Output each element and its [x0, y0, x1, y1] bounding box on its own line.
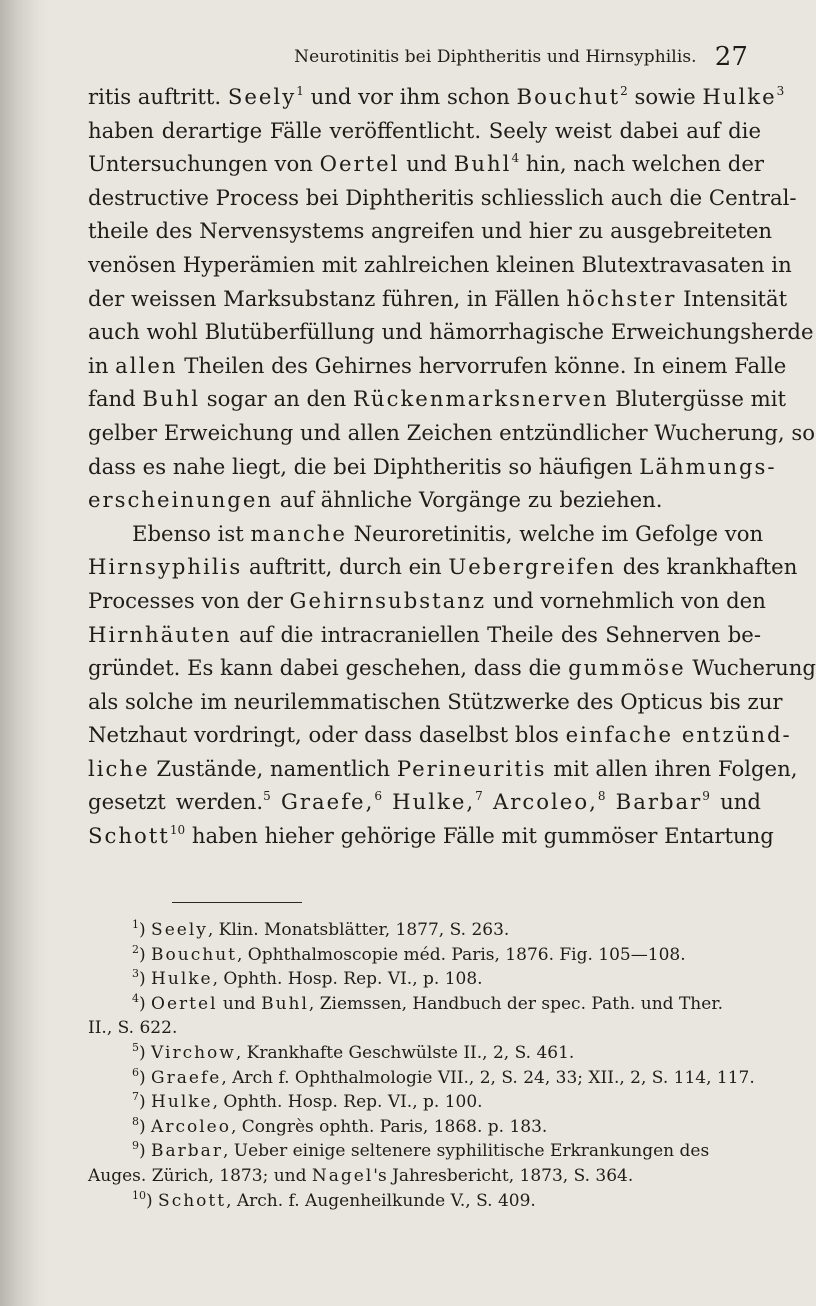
footnote: $^{10}$) Schott, Arch. f. Augenheilkunde V., S. 409. — [132, 1188, 536, 1211]
emphasis: erscheinungen — [88, 487, 274, 513]
footnote: $^7$) Hulke, Ophth. Hosp. Rep. VI., p. 100. — [132, 1090, 483, 1113]
text-line: auch wohl Blutüberfüllung und hämorrhagische Erweichungsherde — [88, 319, 814, 345]
page-number: 27 — [714, 42, 748, 72]
author-name: Buhl — [142, 386, 201, 412]
emphasis: Rückenmarksnerven — [352, 386, 609, 412]
text-line: theile des Nervensystems angreifen und hier zu ausgebreiteten — [88, 218, 773, 244]
text-line: dass es nahe liegt, die bei Diphtheritis so häufigen Lähmungs- — [88, 453, 777, 479]
footnote: $^3$) Hulke, Ophth. Hosp. Rep. VI., p. 108. — [132, 967, 483, 990]
author-name: Bouchut — [516, 84, 621, 109]
footnote: $^2$) Bouchut, Ophthalmoscopie méd. Paris, 1876. Fig. 105—108. — [132, 942, 686, 965]
text-line: gründet. Es kann dabei geschehen, dass die gummöse Wucherung — [88, 655, 816, 681]
running-header — [48, 42, 748, 72]
footnote: $^8$) Arcoleo, Congrès ophth. Paris, 1868. p. 183. — [132, 1114, 548, 1137]
footnote-ref: 10 — [169, 823, 186, 838]
text-line: Hirnsyphilis auftritt, durch ein Uebergreifen des krankhaften — [88, 554, 798, 580]
emphasis: einfache entzünd- — [565, 722, 792, 748]
footnote-author: Bouchut — [151, 944, 237, 965]
footnote-ref: 3 — [776, 84, 785, 98]
running-title: Neurotinitis bei Diphtheritis und Hirnsyphilis. — [294, 47, 697, 67]
book-page — [48, 0, 816, 1306]
text-line: in allen Theilen des Gehirnes hervorrufen könne. In einem Falle — [88, 352, 787, 378]
footnote-ref: 8 — [597, 789, 606, 804]
text-line: ritis auftritt. Seely$^1$ und vor ihm schon Bouchut$^2$ sowie Hulke$^3$ — [88, 84, 785, 109]
footnote-divider — [172, 902, 302, 903]
text-line: gesetzt werden.$^5$ Graefe,$^6$ Hulke,$^7$ Arcoleo,$^8$ Barbar$^9$ und — [88, 789, 761, 815]
footnote: $^5$) Virchow, Krankhafte Geschwülste II., 2, S. 461. — [132, 1040, 575, 1063]
footnote-ref: 6 — [374, 789, 382, 804]
footnote-author: Graefe — [151, 1067, 222, 1088]
footnote-ref: 7 — [475, 789, 483, 804]
footnote-author: Barbar — [151, 1141, 223, 1162]
emphasis: liche — [88, 755, 150, 781]
author-name: Graefe, — [280, 789, 375, 815]
text-line: gelber Erweichung und allen Zeichen entzündlicher Wucherung, so — [88, 419, 816, 445]
footnote-author: Seely — [151, 920, 208, 940]
emphasis: gummöse — [568, 655, 686, 681]
text-line: Processes von der Gehirnsubstanz und vornehmlich von den — [88, 587, 766, 613]
footnote-author: Buhl — [261, 993, 309, 1014]
emphasis: Gehirnsubstanz — [289, 587, 487, 613]
footnote-ref: 4 — [511, 151, 520, 166]
emphasis: Lähmungs- — [639, 453, 777, 479]
text-line: fand Buhl sogar an den Rückenmarksnerven Blutergüsse mit — [88, 386, 787, 412]
text-line: venösen Hyperämien mit zahlreichen kleinen Blutextravasaten in — [88, 251, 792, 277]
footnote-author: Virchow — [151, 1042, 236, 1063]
author-name: Hulke — [702, 84, 777, 109]
text-line: destructive Process bei Diphtheritis schliesslich auch die Central- — [88, 184, 797, 210]
footnote: $^6$) Graefe, Arch f. Ophthalmologie VII., 2, S. 24, 33; XII., 2, S. 114, 117. — [132, 1065, 755, 1088]
author-name: Oertel — [319, 151, 400, 177]
text-line: der weissen Marksubstanz führen, in Fällen höchster Intensität — [88, 285, 788, 311]
text-line: Netzhaut vordringt, oder dass daselbst blos einfache entzünd- — [88, 722, 792, 748]
footnote-author: Oertel — [151, 993, 218, 1014]
footnote-author: Nagel — [311, 1165, 374, 1186]
footnotes — [88, 918, 761, 1213]
text-line: Ebenso ist manche Neuroretinitis, welche im Gefolge von — [132, 520, 764, 546]
footnote-continuation: II., S. 622. — [88, 1018, 178, 1039]
footnote-author: Arcoleo — [151, 1116, 231, 1137]
text-line: liche Zustände, namentlich Perineuritis mit allen ihren Folgen, — [88, 755, 798, 781]
footnote-ref: 5 — [263, 789, 271, 804]
binding-gutter — [0, 0, 48, 1306]
author-name: Arcoleo, — [492, 789, 598, 815]
text-line: als solche im neurilemmatischen Stützwerke des Opticus bis zur — [88, 688, 783, 714]
emphasis: Perineuritis — [396, 755, 547, 781]
footnote-author: Hulke — [151, 1092, 213, 1113]
author-name: Barbar — [615, 789, 703, 815]
emphasis: höchster — [566, 285, 677, 311]
author-name: Hulke, — [392, 789, 476, 815]
emphasis: Hirnsyphilis — [88, 554, 243, 580]
text-line: Untersuchungen von Oertel und Buhl$^4$ hin, nach welchen der — [88, 151, 764, 177]
text-line: Hirnhäuten auf die intracraniellen Theile des Sehnerven be- — [88, 621, 761, 647]
body-text — [88, 80, 816, 853]
author-name: Seely — [227, 84, 297, 109]
footnote: $^9$) Barbar, Ueber einige seltenere syphilitische Erkrankungen des — [132, 1139, 710, 1162]
footnote-author: Schott — [158, 1190, 227, 1211]
footnote-ref: 9 — [702, 789, 710, 804]
emphasis: manche — [250, 520, 347, 546]
text-line: erscheinungen auf ähnliche Vorgänge zu beziehen. — [88, 487, 663, 513]
text-line: Schott$^{10}$ haben hieher gehörige Fälle mit gummöser Entartung — [88, 823, 774, 849]
footnote-author: Hulke — [151, 969, 213, 990]
footnote-continuation: Auges. Zürich, 1873; und Nagel's Jahresbericht, 1873, S. 364. — [88, 1165, 634, 1186]
author-name: Schott — [88, 823, 170, 849]
author-name: Buhl — [453, 151, 512, 177]
footnote: $^1$) Seely, Klin. Monatsblätter, 1877, S. 263. — [132, 918, 510, 940]
footnote-ref: 2 — [620, 84, 628, 98]
emphasis: Uebergreifen — [448, 554, 617, 580]
footnote: $^4$) Oertel und Buhl, Ziemssen, Handbuch der spec. Path. und Ther. — [132, 991, 723, 1014]
footnote-ref: 1 — [296, 84, 304, 98]
text-line: haben derartige Fälle veröffentlicht. Seely weist dabei auf die — [88, 117, 761, 143]
emphasis: allen — [115, 352, 178, 378]
emphasis: Hirnhäuten — [88, 621, 232, 647]
